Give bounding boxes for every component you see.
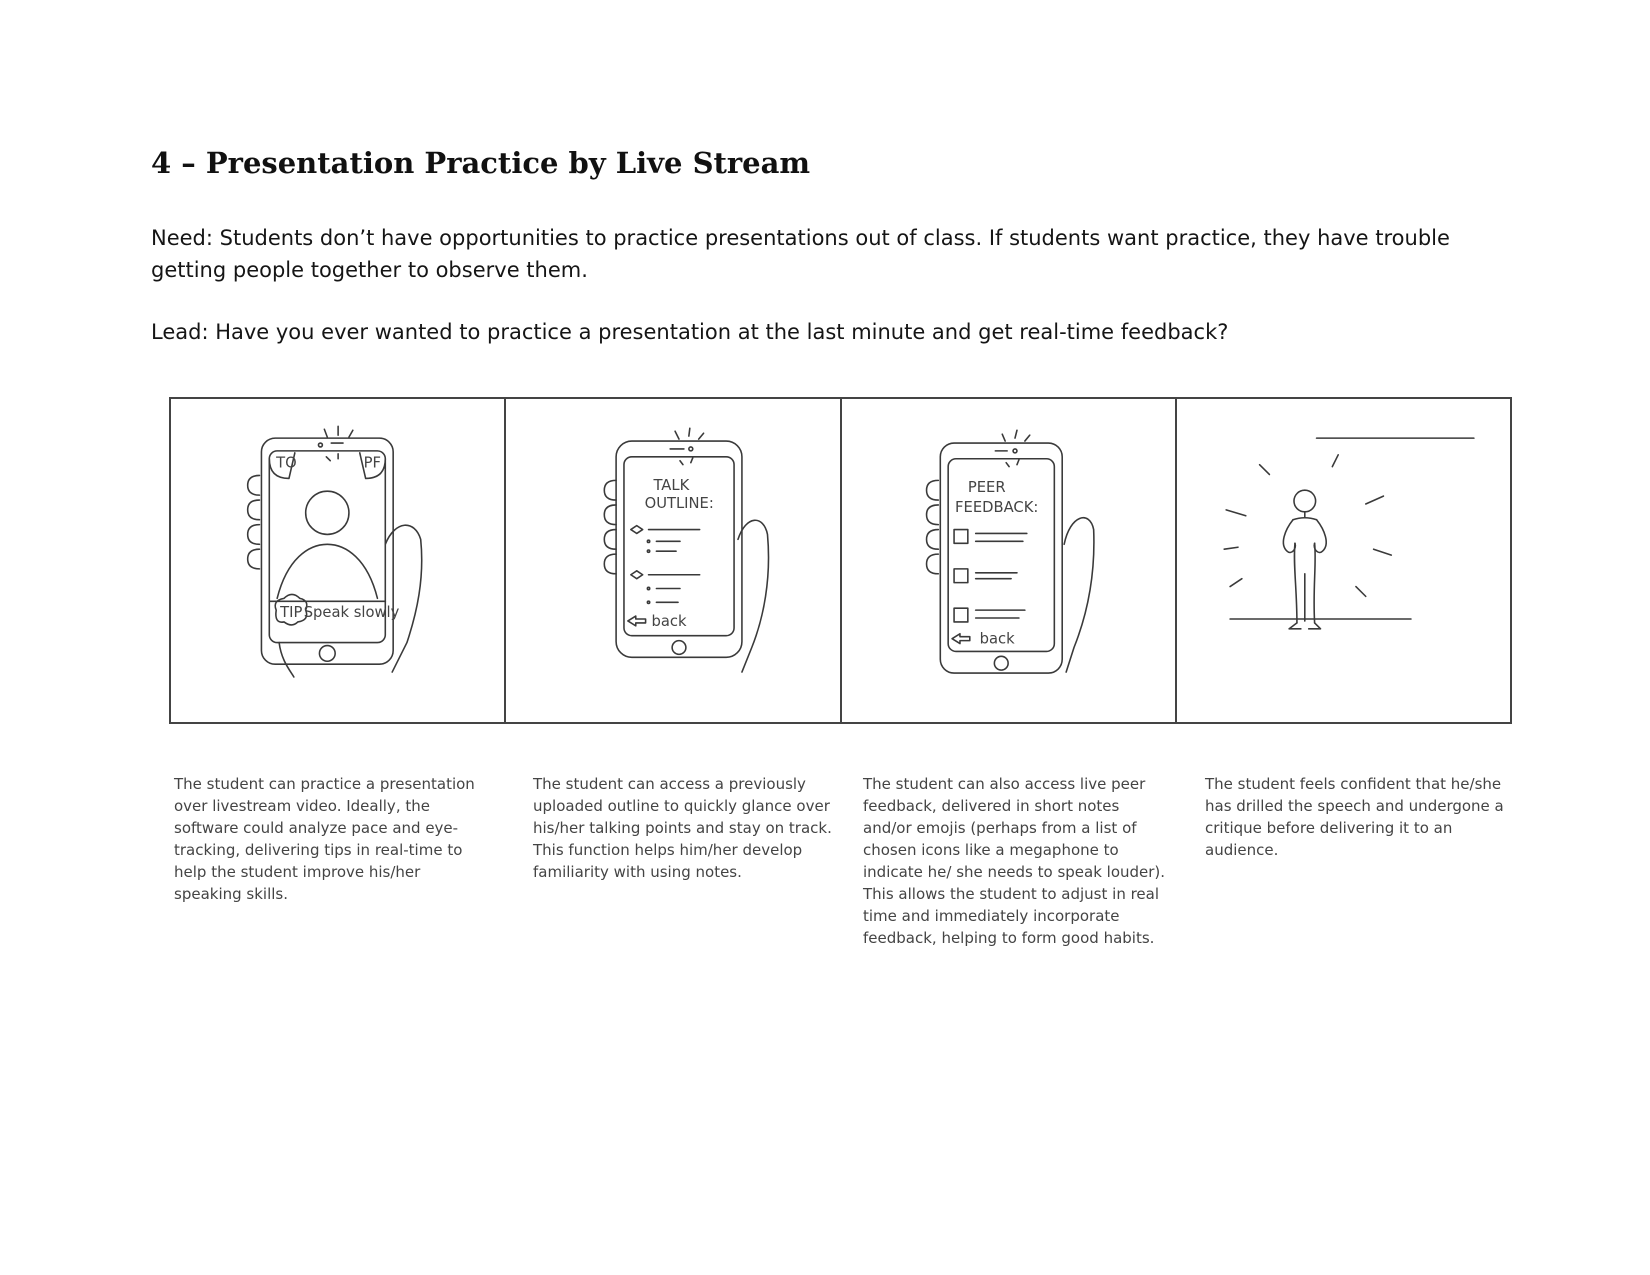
sketch-heading-outline: OUTLINE: [644, 494, 715, 512]
sketch-confident-student [1177, 399, 1510, 722]
sketch-phone-outline [506, 399, 839, 722]
lead-statement: Lead: Have you ever wanted to practice a presentation at the last minute and get real-time feedback? [151, 320, 1229, 344]
caption-feedback: The student can also access live peer feedback, delivered in short notes and/or emojis (perhaps from a list of chosen icons like a megaphone to indicate he/ she needs to speak louder). This allows the student to adjust in real time and immediately incorporate feedback, helping to form good habits. [863, 775, 1166, 947]
storyboard-panel-outline [506, 399, 841, 722]
storyboard-panel-feedback [842, 399, 1177, 722]
sketch-back-label: back [979, 630, 1015, 648]
sketch-label-to: TO [276, 454, 297, 472]
sketch-label-pf: PF [363, 454, 382, 472]
storyboard-panel-livestream [171, 399, 506, 722]
caption-outline: The student can access a previously uploaded outline to quickly glance over his/her talking points and stay on track. This function helps him/her develop familiarity with using notes. [533, 775, 832, 881]
sketch-phone-feedback [842, 399, 1175, 722]
sketch-phone-livestream [171, 399, 504, 722]
sketch-tip-badge: TIP [280, 604, 303, 622]
caption-confident: The student feels confident that he/she has drilled the speech and undergone a critique before delivering it to an audience. [1205, 775, 1504, 859]
sketch-heading-feedback: FEEDBACK: [954, 498, 1038, 516]
page-title: 4 – Presentation Practice by Live Stream [151, 146, 811, 180]
caption-livestream: The student can practice a presentation over livestream video. Ideally, the software could analyze pace and eye-tracking, delivering tips in real-time to help the student improve his/her speaking skills. [174, 775, 475, 903]
sketch-heading-talk: TALK [653, 477, 690, 495]
storyboard-panel-confident [1177, 399, 1510, 722]
sketch-tip-text: Speak slowly [303, 604, 400, 622]
storyboard [169, 397, 1512, 724]
sketch-heading-peer: PEER [967, 479, 1006, 497]
need-statement: Need: Students don’t have opportunities to practice presentations out of class. If students want practice, they have trouble getting people together to observe them. [151, 226, 1450, 282]
sketch-back-label: back [651, 612, 687, 630]
